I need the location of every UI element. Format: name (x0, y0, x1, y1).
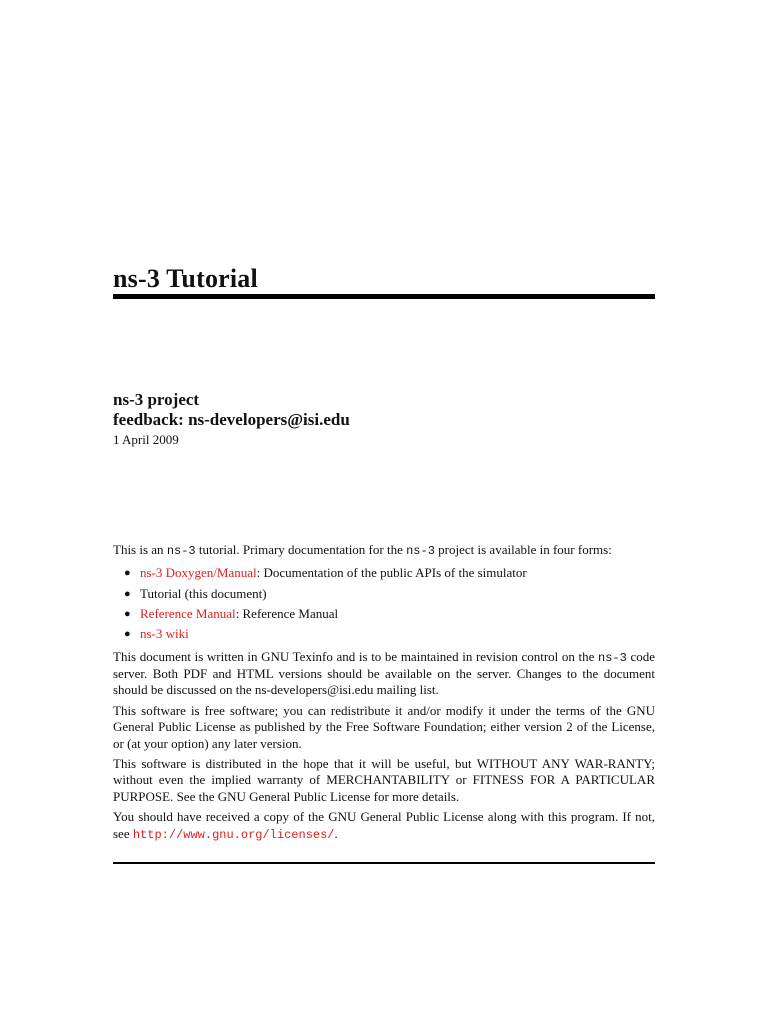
gnu-licenses-link[interactable]: http://www.gnu.org/licenses/ (132, 827, 335, 842)
document-title: ns-3 Tutorial (113, 264, 258, 293)
author-project: ns-3 project (113, 390, 200, 409)
list-item: ● Reference Manual: Reference Manual (113, 604, 655, 624)
bullet-icon: ● (124, 587, 131, 600)
bullet-icon: ● (124, 608, 131, 620)
author-block (113, 390, 350, 430)
copyright-body (113, 542, 655, 847)
texinfo-paragraph: This document is written in GNU Texinfo and is to be maintained in revision control on the ns-3 code server. Both PDF and HTML versions should be available on the server. Changes to the document should be discussed on the ns-developers@isi.edu mailing list. (113, 648, 655, 698)
code-ns3: ns-3 (406, 544, 435, 558)
ns3-wiki-link[interactable]: ns-3 wiki (140, 626, 189, 642)
code-ns3: ns-3 (598, 650, 627, 665)
list-item: ● ns-3 Doxygen/Manual: Documentation of the public APIs of the simulator (113, 563, 655, 583)
doxygen-manual-link[interactable]: ns-3 Doxygen/Manual (140, 565, 257, 581)
list-item: ● Tutorial (this document) (113, 584, 655, 604)
bullet-icon: ● (124, 567, 131, 580)
intro-paragraph: This is an ns-3 tutorial. Primary documentation for the ns-3 project is available in four forms: (113, 542, 612, 558)
author-feedback: feedback: ns-developers@isi.edu (113, 410, 350, 429)
document-date: 1 April 2009 (113, 432, 179, 447)
reference-manual-link[interactable]: Reference Manual (140, 606, 236, 621)
license-copy-paragraph: You should have received a copy of the GNU General Public License along with this program. If not, see http://www.gnu.org/licenses/. (113, 809, 655, 842)
code-ns3: ns-3 (166, 544, 196, 558)
title-rule (113, 294, 655, 299)
bottom-rule (113, 862, 655, 864)
list-item (113, 624, 655, 644)
bullet-icon: ● (124, 628, 131, 641)
documentation-forms-list (113, 563, 655, 644)
warranty-paragraph: This software is distributed in the hope that it will be useful, but WITHOUT ANY WAR-RANTY; without even the implied warranty of MERCHANTABILITY or FITNESS FOR A PARTICULAR PURPOSE. See the GNU General Public License for more details. (113, 756, 655, 804)
free-software-paragraph: This software is free software; you can redistribute it and/or modify it under the terms of the GNU General Public License as published by the Free Software Foundation; either version 2 of the License, or (at your option) any later version. (113, 702, 655, 751)
